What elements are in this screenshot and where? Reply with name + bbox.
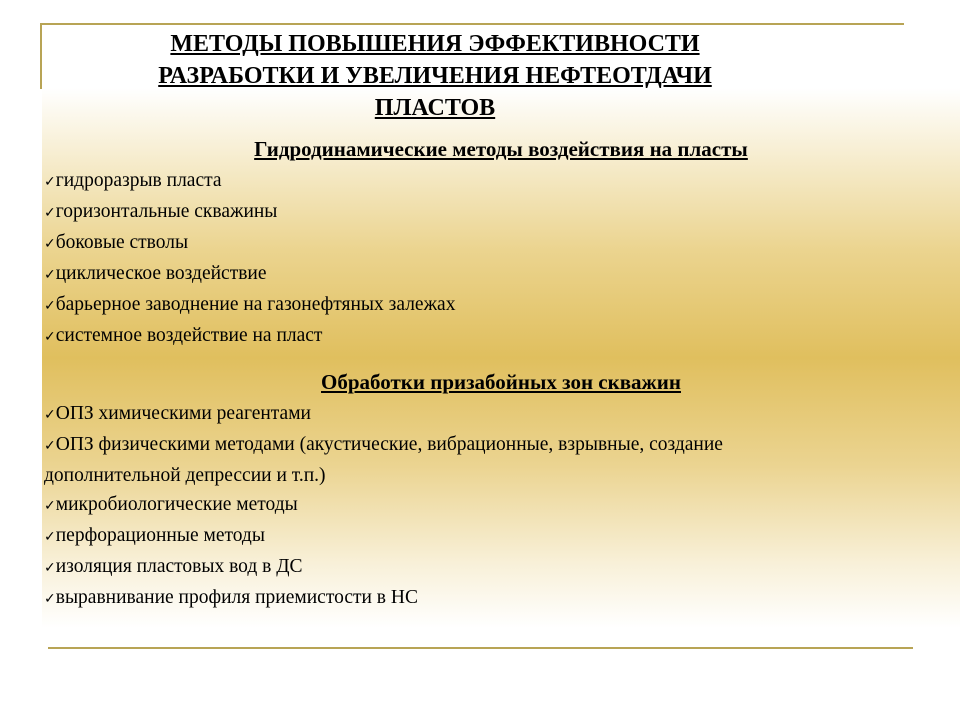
list-item: ✓микробиологические методы xyxy=(44,494,298,515)
title-line: МЕТОДЫ ПОВЫШЕНИЯ ЭФФЕКТИВНОСТИ xyxy=(170,31,700,57)
checkmark-icon: ✓ xyxy=(44,205,56,221)
list-item: ✓боковые стволы xyxy=(44,232,189,253)
checkmark-icon: ✓ xyxy=(44,438,56,454)
title-line: ПЛАСТОВ xyxy=(374,95,496,121)
checkmark-icon: ✓ xyxy=(44,236,56,252)
bottomhole-treatment-list xyxy=(44,399,944,614)
list-item: ✓перфорационные методы xyxy=(44,525,265,546)
list-item: ✓выравнивание профиля приемистости в НС xyxy=(44,587,418,608)
bottom-divider xyxy=(48,647,913,649)
checkmark-icon: ✓ xyxy=(44,591,56,607)
checkmark-icon: ✓ xyxy=(44,267,56,283)
section-heading-hydrodynamic: Гидродинамические методы воздействия на пласты xyxy=(254,137,748,161)
checkmark-icon: ✓ xyxy=(44,174,56,190)
list-item: ✓горизонтальные скважины xyxy=(44,201,278,222)
checkmark-icon: ✓ xyxy=(44,560,56,576)
list-item: ✓изоляция пластовых вод в ДС xyxy=(44,556,303,577)
list-item: ✓ОПЗ химическими реагентами xyxy=(44,403,311,424)
top-divider xyxy=(40,23,904,25)
list-item: ✓гидроразрыв пласта xyxy=(44,170,222,191)
checkmark-icon: ✓ xyxy=(44,329,56,345)
list-item: ✓циклическое воздействие xyxy=(44,263,267,284)
slide-title xyxy=(60,28,810,124)
checkmark-icon: ✓ xyxy=(44,529,56,545)
list-item: ✓ОПЗ физическими методами (акустические, вибрационные, взрывные, создание xyxy=(44,434,723,455)
list-item: ✓системное воздействие на пласт xyxy=(44,325,323,346)
left-accent-line xyxy=(40,23,42,89)
list-item: ✓барьерное заводнение на газонефтяных залежах xyxy=(44,294,456,315)
checkmark-icon: ✓ xyxy=(44,498,56,514)
list-item-continuation: дополнительной депрессии и т.п.) xyxy=(44,465,326,486)
title-line: РАЗРАБОТКИ И УВЕЛИЧЕНИЯ НЕФТЕОТДАЧИ xyxy=(158,63,712,89)
checkmark-icon: ✓ xyxy=(44,298,56,314)
checkmark-icon: ✓ xyxy=(44,407,56,423)
section-heading-bottomhole: Обработки призабойных зон скважин xyxy=(321,370,681,394)
hydrodynamic-methods-list xyxy=(44,166,944,352)
